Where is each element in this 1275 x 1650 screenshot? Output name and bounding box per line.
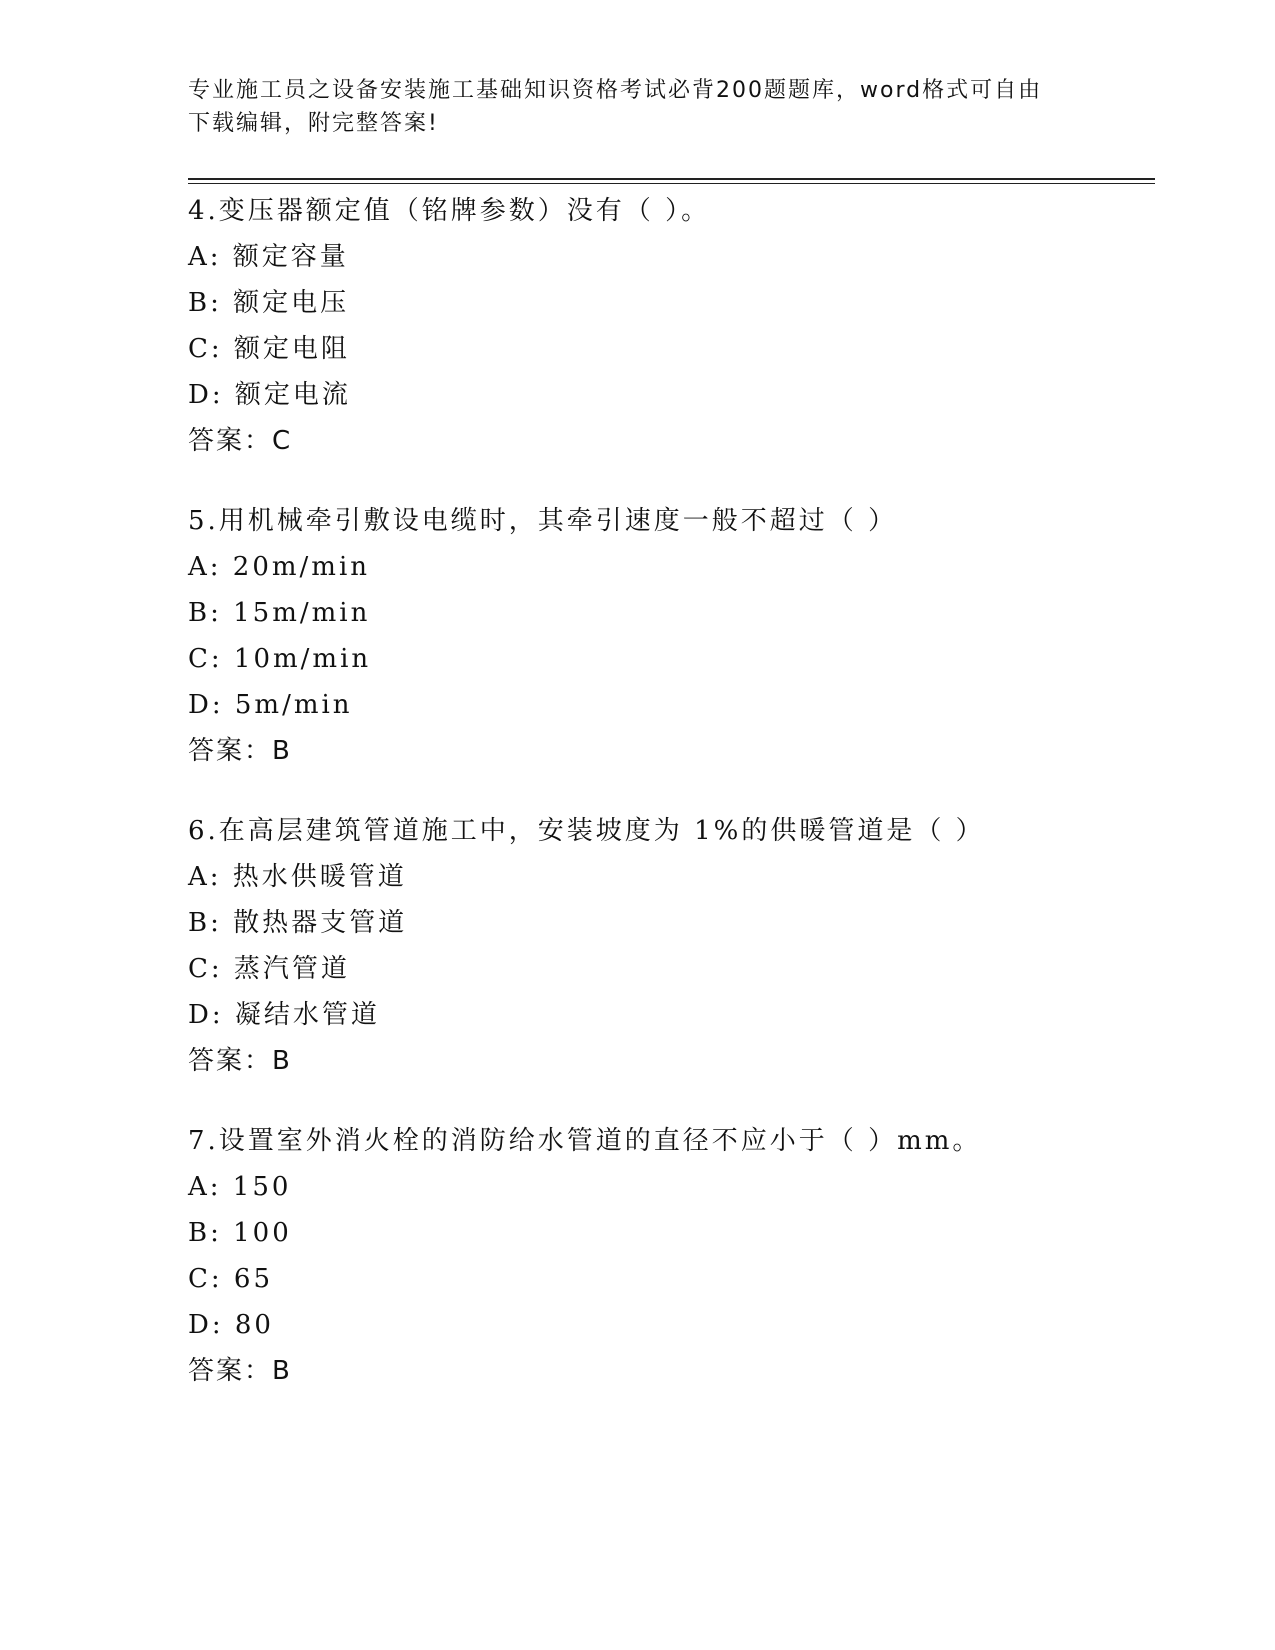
- question-item: [188, 188, 1155, 464]
- option-a: A: 20m/min: [188, 552, 371, 582]
- question-stem: 4.变压器额定值（铭牌参数）没有（ ）。: [188, 196, 711, 226]
- option-b: B: 100: [188, 1218, 292, 1248]
- option-d: D: 凝结水管道: [188, 1000, 380, 1030]
- question-stem: 5.用机械牵引敷设电缆时，其牵引速度一般不超过（ ）: [188, 506, 898, 536]
- option-a: A: 150: [188, 1172, 292, 1202]
- option-b: B: 额定电压: [188, 288, 350, 318]
- header-line-2: 下载编辑，附完整答案!: [188, 111, 439, 136]
- question-item: [188, 808, 1155, 1084]
- question-item: [188, 1118, 1155, 1394]
- answer-label: 答案：B: [188, 1356, 292, 1386]
- option-a: A: 热水供暖管道: [188, 862, 407, 892]
- option-c: C: 蒸汽管道: [188, 954, 350, 984]
- answer-label: 答案：B: [188, 736, 292, 766]
- question-item: [188, 498, 1155, 774]
- answer-label: 答案：B: [188, 1046, 292, 1076]
- option-b: B: 散热器支管道: [188, 908, 408, 938]
- header-line-1: 专业施工员之设备安装施工基础知识资格考试必背200题题库，word格式可自由: [188, 78, 1043, 103]
- option-c: C: 65: [188, 1264, 274, 1294]
- option-c: C: 10m/min: [188, 644, 372, 674]
- document-header: [188, 74, 1068, 140]
- option-c: C: 额定电阻: [188, 334, 350, 364]
- question-stem: 7.设置室外消火栓的消防给水管道的直径不应小于（ ）mm。: [188, 1126, 982, 1156]
- header-divider-thick: [188, 178, 1155, 180]
- option-d: D: 额定电流: [188, 380, 351, 410]
- option-d: D: 80: [188, 1310, 274, 1340]
- header-divider-thin: [188, 183, 1155, 184]
- option-b: B: 15m/min: [188, 598, 371, 628]
- answer-label: 答案：C: [188, 426, 293, 456]
- question-stem: 6.在高层建筑管道施工中，安装坡度为 1%的供暖管道是（ ）: [188, 816, 985, 846]
- question-list: [188, 188, 1155, 1428]
- option-a: A: 额定容量: [188, 242, 349, 272]
- option-d: D: 5m/min: [188, 690, 353, 720]
